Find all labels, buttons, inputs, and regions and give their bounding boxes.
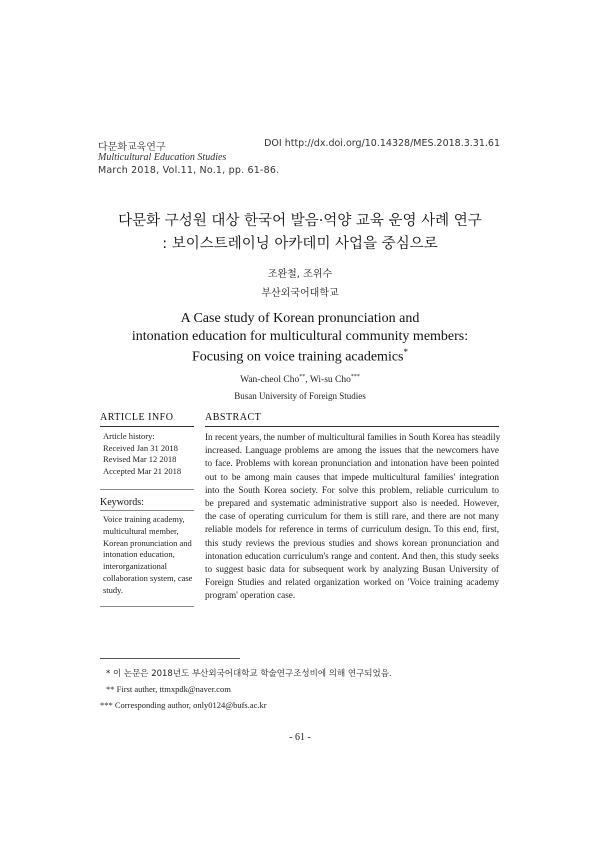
author1-name: Wan-cheol Cho: [240, 375, 300, 386]
abstract-line: reliable models for reference in terms of curriculum design. To this end, first,: [205, 524, 499, 535]
keyword-line: study.: [103, 584, 123, 595]
abstract-line: In recent years, the number of multicultural families in South Korea has steadily: [205, 432, 501, 442]
abstract-line: program' operation case.: [205, 590, 296, 601]
footnote-funding: * 이 논문은 2018년도 부산외국어대학교 학술연구조성비에 의해 연구되었음.: [106, 669, 392, 679]
keywords-list: [103, 514, 192, 597]
english-title-line1: A Case study of Korean pronunciation and: [180, 311, 420, 326]
korean-affiliation: 부산외국어대학교: [261, 288, 339, 299]
author-separator: ,: [305, 375, 310, 386]
received-date: Received Jan 31 2018: [103, 442, 178, 453]
english-title-line3: [0, 347, 600, 366]
history-divider: [100, 489, 194, 490]
abstract-line: be prepared and systematic administrative support also is needed. However,: [205, 498, 499, 509]
keyword-line: interorganizational: [103, 561, 168, 572]
english-title-line3-text: Focusing on voice training academics: [192, 349, 404, 365]
abstract-line: Foreign Studies and related organization worked on 'Voice training academy: [205, 577, 499, 588]
abstract-line: to face. Problems with korean pronunciation and intonation have been pointed: [205, 458, 499, 469]
abstract-heading: ABSTRACT: [205, 412, 262, 423]
article-history: [103, 431, 181, 477]
article-info-bottom-rule: [100, 606, 194, 607]
accepted-date: Accepted Mar 21 2018: [103, 465, 182, 476]
korean-title-line2: : 보이스트레이닝 아카데미 사업을 중심으로: [162, 236, 438, 252]
keyword-line: Korean pronunciation and: [103, 537, 192, 548]
keywords-divider: [100, 510, 194, 511]
doi-link[interactable]: DOI http://dx.doi.org/10.14328/MES.2018.3.31.61: [264, 138, 500, 149]
english-title-line2: intonation education for multicultural community members:: [131, 329, 469, 344]
keyword-line: collaboration system, case: [103, 572, 193, 583]
english-affiliation: Busan University of Foreign Studies: [234, 391, 366, 401]
journal-name-korean: 다문화교육연구: [98, 142, 166, 153]
abstract-line: this study reviews the previous studies and shows korean pronunciation and: [205, 537, 499, 548]
english-authors: [0, 374, 600, 385]
abstract-line: increased. Language problems are among the issues that the newcomers have: [205, 445, 499, 456]
revised-date: Revised Mar 12 2018: [103, 454, 177, 464]
keyword-line: Voice training academy,: [103, 514, 185, 524]
abstract-line: out to be among main causes that impede multicultural families' integration: [205, 471, 499, 482]
abstract-line: the case of operating curriculum for them is still rare, and there are not many: [205, 511, 499, 522]
footnote-corresponding-author: *** Corresponding author, only0124@bufs.ac.kr: [100, 700, 267, 710]
issue-info: March 2018, Vol.11, No.1, pp. 61-86.: [98, 165, 280, 176]
abstract-line: into the South Korea society. For solve this problem, reliable curriculum to: [205, 484, 499, 495]
footnote-rule: [100, 658, 240, 659]
journal-name-english: Multicultural Education Studies: [98, 152, 227, 163]
keyword-line: multicultural member,: [103, 525, 179, 536]
author2-footnote-mark: ***: [350, 374, 360, 380]
keyword-line: intonation education,: [103, 549, 175, 560]
korean-authors: 조완철, 조위수: [267, 269, 333, 280]
page-number: - 61 -: [289, 732, 311, 743]
abstract-line: to suggest basic data for subsequent work by analyzing Busan University of: [205, 564, 499, 575]
author2-name: Wi-su Cho: [309, 375, 351, 386]
article-info-heading: ARTICLE INFO: [100, 412, 174, 423]
author1-footnote-mark: **: [299, 374, 306, 380]
abstract-body: [205, 431, 499, 603]
abstract-line: intonation education curriculum's range and content. And then, this study seeks: [205, 550, 499, 561]
history-label: Article history:: [103, 431, 155, 441]
keywords-heading: Keywords:: [100, 497, 144, 508]
korean-title-line1: 다문화 구성원 대상 한국어 발음·억양 교육 운영 사례 연구: [118, 213, 482, 229]
article-info-rule: [100, 426, 194, 427]
footnote-first-author: ** First auther, ttmxpdk@naver.com: [106, 684, 231, 694]
title-footnote-mark: *: [403, 347, 408, 357]
abstract-rule: [205, 426, 499, 427]
